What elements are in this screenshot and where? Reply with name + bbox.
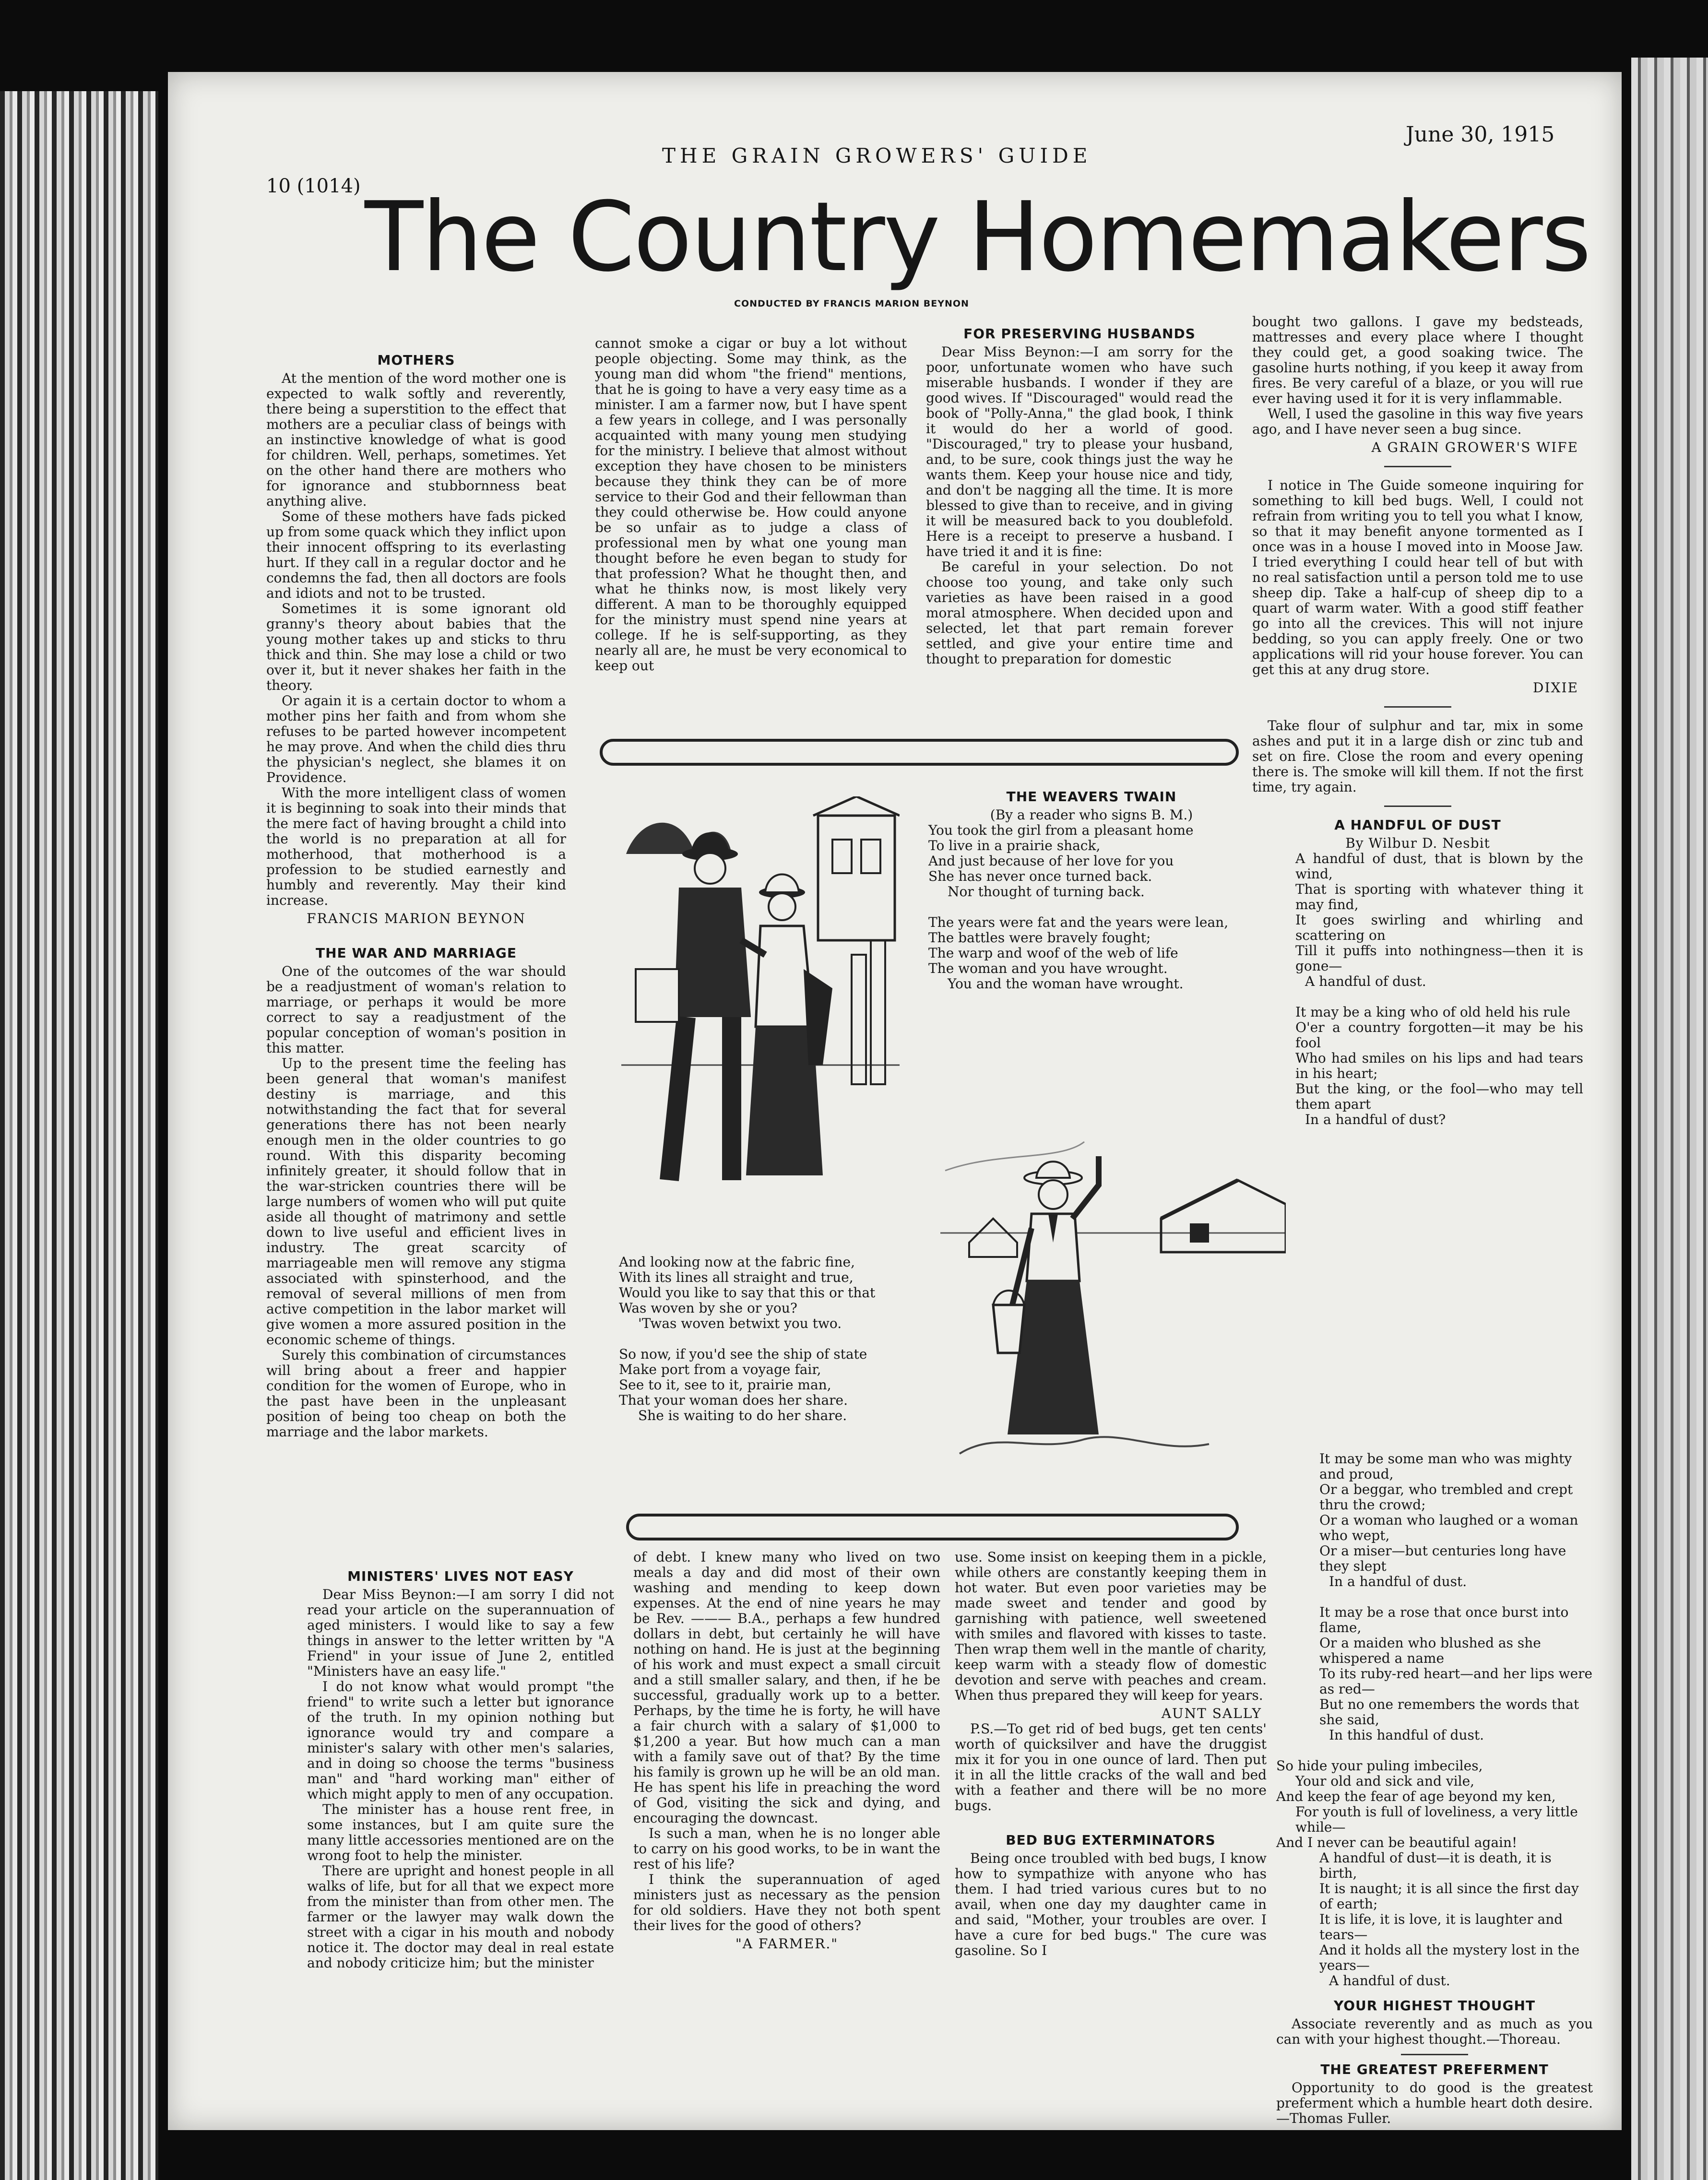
debt-paragraph: of debt. I knew many who lived on two meals a day and did most of their own washing and mending to keep down expenses. At the end of nine years he may be Rev. ——— B.A., perhaps a few hundred dollars in debt, but certainly he will have nothing on hand. He is just at the beginning of his work and must expect a small circuit and a still smaller salary, and then, if he be successful, gradually work up to a better. Perhaps, by the time he is forty, he will have a fair church with a salary of $1,000 to $1,200 a year. But how much can a man with a family save out of that? By the time his family is grown up he will be an old man. He has spent his life in preaching the word of God, visiting the sick and dying, and encouraging the downcast.	[633, 1549, 940, 1826]
poem-line: So now, if you'd see the ship of state	[619, 1346, 867, 1362]
poem-line: So hide your puling imbeciles,	[1276, 1758, 1483, 1774]
war-heading: THE WAR AND MARRIAGE	[316, 945, 517, 961]
poem-line: The battles were bravely fought;	[928, 930, 1151, 946]
poem-line: O'er a country forgotten—it may be his fool	[1295, 1019, 1583, 1051]
poem-line: A handful of dust.	[1305, 973, 1426, 989]
divider	[1401, 2054, 1468, 2055]
weavers-poem-top	[928, 789, 1255, 992]
bugs-letter: I notice in The Guide someone inquiring for something to kill bed bugs. Well, I could not refrain from writing you to tell you what I know, so that it may benefit anyone tormented as I once was in a house I moved into in Moose Jaw. I tried everything I could hear tell of but with no real satisfaction until a person told me to use sheep dip. Take a half-cup of sheep dip to a quart of warm water. With a good stiff feather go into all the crevices. This will not injure bedding, so you can apply freely. One or two applications will rid your house forever. You can get this at any drug store.	[1252, 477, 1583, 677]
issue-date: June 30, 1915	[1406, 122, 1555, 147]
poem-line: It goes swirling and whirling and scattering on	[1295, 912, 1583, 943]
poem-line: Your old and sick and vile,	[1295, 1773, 1475, 1789]
poem-line: The woman and you have wrought.	[928, 960, 1168, 976]
use-signature: AUNT SALLY	[1161, 1706, 1262, 1721]
feature-frame-bottom	[626, 1514, 1239, 1540]
preferment-heading: THE GREATEST PREFERMENT	[1320, 2062, 1549, 2077]
poem-line: A handful of dust—it is death, it is birth,	[1319, 1850, 1552, 1881]
feature-frame-top	[600, 739, 1239, 766]
poem-line: A handful of dust, that is blown by the wind,	[1295, 851, 1583, 882]
poem-line: Or a maiden who blushed as she whispered a name	[1319, 1635, 1541, 1666]
debt-paragraph: I think the superannuation of aged ministers just as necessary as the pension for old soldiers. Have they not both spent their lives for the good of others?	[633, 1872, 940, 1933]
column-1-bottom	[307, 1569, 614, 1971]
poem-line: In a handful of dust.	[1329, 1574, 1467, 1589]
poem-line: The years were fat and the years were lean,	[928, 914, 1229, 930]
war-paragraph: One of the outcomes of the war should be a readjustment of woman's relation to marriage, or perhaps it would be more correct to say a readjustment of the popular conception of woman's position in this matter.	[266, 963, 566, 1056]
war-paragraph: Surely this combination of circumstances will bring about a freer and happier condition for the women of Europe, who in the past have been in the unpleasant position of being too cheap on both the marriage and the labor markets.	[266, 1347, 566, 1440]
poem-line: 'Twas woven betwixt you two.	[638, 1315, 842, 1331]
mothers-heading: MOTHERS	[377, 352, 455, 368]
poem-line: The warp and woof of the web of life	[928, 945, 1178, 961]
divider	[1384, 466, 1451, 467]
use-paragraph: use. Some insist on keeping them in a pickle, while others are constantly keeping them in hot water. But even poor varieties may be made sweet and tender and good by garnishing with patience, well sweetened with smiles and flavored with kisses to taste. Then wrap them well in the mantle of charity, keep warm with a steady flow of domestic devotion and serve with peaches and cream. When thus prepared they will keep for years.	[955, 1549, 1267, 1703]
bugs-paragraph: bought two gallons. I gave my bedsteads, mattresses and every place where I thought they could get, a good soaking twice. The gasoline hurts nothing, if you keep it away from fires. Be very careful of a blaze, or you will rue ever having used it for it is very inflammable.	[1252, 314, 1583, 406]
poem-line: That your woman does her share.	[619, 1392, 848, 1408]
poem-line: That is sporting with whatever thing it may find,	[1295, 881, 1583, 912]
poem-line: It may be a king who of old held his rule	[1295, 1004, 1571, 1020]
mothers-signature: FRANCIS MARION BEYNON	[307, 911, 526, 926]
bound-pages-edge	[0, 91, 158, 2180]
poem-line: Was woven by she or you?	[619, 1300, 797, 1316]
mothers-paragraph: Or again it is a certain doctor to whom a mother pins her faith and from whom she refuses to be parted however incompetent he may prove. And when the child dies thru the physician's neglect, she blames it on Providence.	[266, 693, 566, 785]
poem-line: Or a woman who laughed or a woman who wept,	[1319, 1512, 1578, 1543]
weavers-poem-bottom	[619, 1255, 945, 1423]
husbands-heading: FOR PRESERVING HUSBANDS	[963, 326, 1196, 342]
poem-line: See to it, see to it, prairie man,	[619, 1377, 831, 1393]
poem-line: Make port from a voyage fair,	[619, 1362, 821, 1377]
poem-line: But no one remembers the words that she said,	[1319, 1696, 1579, 1728]
mothers-paragraph: With the more intelligent class of women it is beginning to soak into their minds that the mere fact of having brought a child into the world is no preparation at all for motherhood, that motherhood is a profession to be studied earnestly and humbly and reverently. May their kind increase.	[266, 785, 566, 908]
poem-line: And I never can be beautiful again!	[1276, 1835, 1518, 1850]
poem-line: You took the girl from a pleasant home	[928, 822, 1194, 838]
next-page-edge	[1631, 58, 1708, 2180]
ministers-paragraph: Dear Miss Beynon:—I am sorry I did not read your article on the superannuation of aged ministers. I would like to say a few things in answer to the letter written by "A Friend" in your issue of June 2, entitled "Ministers have an easy life."	[307, 1587, 614, 1679]
poem-line: A handful of dust.	[1329, 1973, 1450, 1989]
debt-paragraph: Is such a man, when he is no longer able to carry on his good works, to be in want the rest of his life?	[633, 1825, 940, 1872]
poem-line: To live in a prairie shack,	[928, 838, 1101, 853]
poem-line: You and the woman have wrought.	[948, 976, 1184, 992]
use-ps: P.S.—To get rid of bed bugs, get ten cents' worth of quicksilver and have the druggist mix it for you in one ounce of lard. Then put it in all the little cracks of the wall and bed with a feather and there will be no more bugs.	[955, 1721, 1267, 1813]
poem-line: And keep the fear of age beyond my ken,	[1276, 1789, 1556, 1804]
mothers-paragraph: Sometimes it is some ignorant old granny's theory about babies that the young mother takes up and sticks to thru thick and thin. She may lose a child or two over it, but it never shakes her faith in the theory.	[266, 601, 566, 693]
poem-line: Would you like to say that this or that	[619, 1285, 876, 1301]
ministers-paragraph: There are upright and honest people in all walks of life, but for all that we expect more from the minister than from other men. The farmer or the lawyer may walk down the street with a cigar in his mouth and nobody notice it. The doctor may deal in real estate and nobody criticize him; but the minister	[307, 1863, 614, 1971]
poem-line: And looking now at the fabric fine,	[619, 1254, 855, 1270]
preferment-text: Opportunity to do good is the greatest preferment which a humble heart doth desire.—Thomas Fuller.	[1276, 2080, 1593, 2126]
poem-line: It is life, it is love, it is laughter and tears—	[1319, 1911, 1563, 1943]
husbands-paragraph: Be careful in your selection. Do not choose too young, and take only such varieties as have been raised in a good moral atmosphere. When decided upon and selected, let that part remain forever settled, and give your entire time and thought to preparation for domestic	[926, 559, 1233, 667]
smoke-paragraph: cannot smoke a cigar or buy a lot without people objecting. Some may think, as the young man did whom "the friend" mentions, that he is going to have a very easy time as a minister. I am a farmer now, but I have spent a few years in college, and I was personally acquainted with many young men studying for the ministry. I believe that almost without exception they have chosen to be ministers because they think they can be of more service to their God and their fellowman than they could otherwise be. How could anyone be so unfair as to judge a class of professional men by what one young man thought before he even began to study for that profession? What he thought then, and what he thinks now, is most likely very different. A man to be thoroughly equipped for the ministry must spend nine years at college. If he is self-supporting, as they nearly all are, he must be very economical to keep out	[595, 335, 907, 674]
dust-poem	[1252, 851, 1583, 1127]
running-head: THE GRAIN GROWERS' GUIDE	[662, 144, 1092, 167]
poem-line: And it holds all the mystery lost in the years—	[1319, 1942, 1580, 1973]
poem-line: Or a miser—but centuries long have they slept	[1319, 1543, 1566, 1574]
column-4-top	[1252, 314, 1583, 1127]
ministers-paragraph: The minister has a house rent free, in some instances, but I am quite sure the many little accessories mentioned are on the wrong foot to help the minister.	[307, 1801, 614, 1863]
column-1-top	[266, 353, 566, 1440]
poem-line: With its lines all straight and true,	[619, 1269, 854, 1285]
mothers-paragraph: At the mention of the word mother one is expected to walk softly and reverently, there being a superstition to the effect that mothers are a peculiar class of beings with an instinctive knowledge of what is good for children. Well, perhaps, sometimes. Yet on the other hand there are mothers who for ignorance and stubbornness beat anything alive.	[266, 370, 566, 509]
poem-line: She is waiting to do her share.	[638, 1408, 847, 1423]
column-2-top	[595, 336, 907, 674]
couple-illustration	[621, 796, 900, 1199]
column-3-top	[926, 326, 1233, 667]
poem-line: Or a beggar, who trembled and crept thru the crowd;	[1319, 1481, 1573, 1513]
dust-heading: A HANDFUL OF DUST	[1334, 817, 1501, 833]
weavers-byline: (By a reader who signs B. M.)	[990, 807, 1193, 823]
debt-signature: "A FARMER."	[735, 1936, 839, 1952]
poem-line: It may be some man who was mighty and proud,	[1319, 1451, 1572, 1482]
husbands-paragraph: Dear Miss Beynon:—I am sorry for the poor, unfortunate women who have such miserable husbands. I wonder if they are good wives. If "Discouraged" would read the book of "Polly-Anna," the glad book, I think it would do her a world of good. "Discouraged," try to please your husband, and, to be sure, cook things just the way he wants them. Keep your house nice and tidy, and don't be nagging all the time. It is more blessed to give than to receive, and in giving it will be measured back to you doublefold. Here is a receipt to preserve a husband. I have tried it and it is fine:	[926, 344, 1233, 559]
poem-line: To its ruby-red heart—and her lips were as red—	[1319, 1666, 1593, 1697]
divider	[1384, 706, 1451, 708]
exterminators-heading: BED BUG EXTERMINATORS	[1006, 1832, 1216, 1848]
weavers-heading: THE WEAVERS TWAIN	[1006, 789, 1177, 805]
ministers-paragraph: I do not know what would prompt "the friend" to write such a letter but ignorance of the truth. In my opinion nothing but ignorance would try and compare a minister's salary with other men's salaries, and in doing so choose the terms "business man" and "hard working man" either of which might apply to men of any occupation.	[307, 1679, 614, 1802]
poem-line: In this handful of dust.	[1329, 1727, 1484, 1743]
bugs-signature: A GRAIN GROWER'S WIFE	[1371, 439, 1578, 455]
poem-line: Who had smiles on his lips and had tears in his heart;	[1295, 1050, 1583, 1081]
poem-line: It is naught; it is all since the first day of earth;	[1319, 1881, 1579, 1912]
divider	[1384, 806, 1451, 807]
poem-line: And just because of her love for you	[928, 853, 1174, 869]
poem-line: Till it puffs into nothingness—then it is gone—	[1295, 943, 1583, 974]
bugs-letter: Take flour of sulphur and tar, mix in some ashes and put it in a large dish or zinc tub and set on fire. Close the room and every opening there is. The smoke will kill them. If not the first time, try again.	[1252, 718, 1583, 795]
poem-line: Nor thought of turning back.	[948, 884, 1145, 900]
column-3-bottom	[955, 1550, 1267, 1958]
bugs-signature: DIXIE	[1533, 680, 1578, 696]
dust-byline: By Wilbur D. Nesbit	[1345, 835, 1490, 851]
poem-line: In a handful of dust?	[1305, 1112, 1446, 1127]
conducted-by: CONDUCTED BY FRANCIS MARION BEYNON	[734, 298, 969, 309]
poem-line: But the king, or the fool—who may tell them apart	[1295, 1081, 1583, 1112]
bugs-paragraph: Well, I used the gasoline in this way five years ago, and I have never seen a bug since.	[1252, 406, 1583, 437]
poem-line: For youth is full of loveliness, a very little while—	[1295, 1804, 1578, 1835]
exterminators-paragraph: Being once troubled with bed bugs, I know how to sympathize with anyone who has them. I had tried various cures but to no avail, when one day my daughter came in and said, "Mother, your troubles are over. I have a cure for bed bugs." The cure was gasoline. So I	[955, 1850, 1267, 1958]
highest-heading: YOUR HIGHEST THOUGHT	[1333, 1998, 1536, 2014]
woman-illustration	[940, 1123, 1286, 1463]
page-number: 10 (1014)	[266, 175, 361, 197]
ministers-heading: MINISTERS' LIVES NOT EASY	[347, 1568, 574, 1584]
mothers-paragraph: Some of these mothers have fads picked up from some quack which they inflict upon their innocent offspring to its everlasting hurt. If they call in a regular doctor and he condemns the fad, then all doctors are fools and idiots and not to be trusted.	[266, 509, 566, 601]
page-title: The Country Homemakers	[365, 181, 1590, 293]
highest-text: Associate reverently and as much as you can with your highest thought.—Thoreau.	[1276, 2016, 1593, 2047]
column-4-bottom	[1276, 1451, 1593, 2126]
poem-line: It may be a rose that once burst into flame,	[1319, 1604, 1569, 1635]
war-paragraph: Up to the present time the feeling has been general that woman's manifest destiny is marriage, and this notwithstanding the fact that for several generations there has not been nearly enough men in the older countries to go round. With this disparity becoming infinitely greater, it should follow that in the war-stricken countries there will be large numbers of women who will put quite aside all thought of matrimony and settle down to live useful and efficient lives in industry. The great scarcity of marriageable men will remove any stigma associated with spinsterhood, and the removal of several millions of men from active competition in the labor market will give women a more assured position in the economic scheme of things.	[266, 1055, 566, 1348]
poem-line: She has never once turned back.	[928, 868, 1152, 884]
column-2-bottom	[633, 1550, 940, 1952]
